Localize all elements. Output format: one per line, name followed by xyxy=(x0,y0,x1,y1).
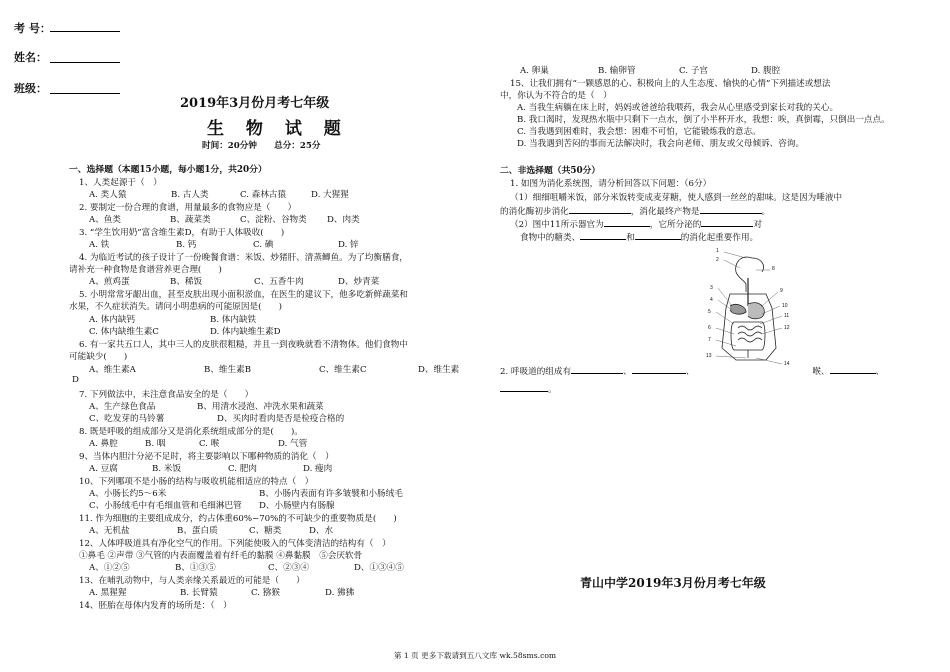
q4-option-b[interactable]: B、稀饭 xyxy=(170,277,203,287)
q3-option-b[interactable]: B. 钙 xyxy=(176,240,197,250)
q6-option-d-tail: D xyxy=(72,375,79,385)
class-label: 班级： xyxy=(14,82,47,95)
q5-option-b[interactable]: B. 体内缺铁 xyxy=(210,315,257,325)
q13-option-b[interactable]: B. 长臂猿 xyxy=(180,588,218,598)
q2-stem: 2. 要制定一份合理的食谱，用量最多的食物应是（ ） xyxy=(79,203,297,213)
q10-stem: 10、下列哪项不是小肠的结构与吸收机能相适应的特点（ ） xyxy=(79,477,314,487)
q6-option-d[interactable]: D、维生素 xyxy=(418,365,460,375)
q5-stem: 5. 小明常常牙龈出血，甚至皮肤出现小面积淤血，在医生的建议下，他多吃新鲜蔬菜和 xyxy=(79,290,408,300)
q1-option-a[interactable]: A. 类人猿 xyxy=(89,190,127,200)
name-label: 姓名： xyxy=(14,51,47,64)
fig-label-5: 5 xyxy=(708,309,711,315)
q17-end: 。 xyxy=(548,385,557,395)
q14-option-a[interactable]: A. 卵巢 xyxy=(520,66,549,76)
q12-stem-cont: ①鼻毛 ②声带 ③气管的内表面覆盖着有纤毛的黏膜 ④鼻黏膜 ⑤会厌软骨 xyxy=(79,551,363,561)
q13-option-d[interactable]: D. 狒狒 xyxy=(325,588,355,598)
fig-label-7: 7 xyxy=(708,337,711,343)
q17-blank-1[interactable] xyxy=(571,364,623,374)
q4-option-a[interactable]: A、煎鸡蛋 xyxy=(89,277,130,287)
fig-label-8: 8 xyxy=(772,266,775,272)
q6-option-b[interactable]: B、维生素B xyxy=(204,365,252,375)
q17-text-b: 喉、 xyxy=(812,367,830,377)
q7-option-b[interactable]: B、用清水浸泡、冲洗水果和蔬菜 xyxy=(197,402,324,412)
q17-line2 xyxy=(500,382,557,395)
exam-no-line[interactable] xyxy=(50,31,120,32)
q9-stem: 9、当体内胆汁分泌不足时，将主要影响以下哪种物质的消化（ ） xyxy=(79,452,334,462)
q10-option-d[interactable]: D、小肠壁内有肠腺 xyxy=(259,501,335,511)
q17-line1 xyxy=(500,364,884,377)
q15-option-c[interactable]: C. 当我遇到困难时，我会想：困难不可怕，它能锻炼我的意志。 xyxy=(517,127,761,137)
q8-option-a[interactable]: A. 鼻腔 xyxy=(89,439,118,449)
q12-stem: 12、人体呼吸道具有净化空气的作用。下列能使吸入的气体变清洁的结构有（ ） xyxy=(79,539,391,549)
q5-option-c[interactable]: C. 体内缺维生素C xyxy=(89,327,159,337)
q11-stem: 11. 作为细胞的主要组成成分，约占体重60%~70%的不可缺少的重要物质是( ) xyxy=(79,514,397,524)
q5-stem-cont: 水果，不久症状消失。请问小明患病的可能原因是( ) xyxy=(69,302,282,312)
fig-label-3: 3 xyxy=(710,285,713,291)
q4-stem-cont: 请补充一种食物是食谱营养更合理( ) xyxy=(69,265,222,275)
q11-option-c[interactable]: C、糖类 xyxy=(249,526,282,536)
q15-option-b[interactable]: B. 我口渴时，发现热水瓶中只剩下一点水，倒了小半杯开水，我想：唉，真倒霉，只倒出一点点。 xyxy=(517,115,890,125)
q11-option-d[interactable]: D、水 xyxy=(309,526,334,536)
q17-blank-2[interactable] xyxy=(632,364,686,374)
q13-stem: 13、在哺乳动物中，与人类亲缘关系最近的可能是（ ） xyxy=(79,576,305,586)
q7-option-d[interactable]: D、买肉时看肉是否是检疫合格的 xyxy=(217,414,345,424)
q16-stem: 1. 如图为消化系统图，请分析回答以下问题：（6分） xyxy=(510,179,712,189)
q8-option-b[interactable]: B. 咽 xyxy=(145,439,166,449)
q4-option-d[interactable]: D、炒青菜 xyxy=(338,277,380,287)
q9-option-a[interactable]: A. 豆腐 xyxy=(89,464,118,474)
q15-option-a[interactable]: A. 当我生病躺在床上时，妈妈或爸爸给我喂药，我会从心里感受到家长对我的关心。 xyxy=(517,103,839,113)
fig-label-2: 2 xyxy=(716,257,719,263)
fig-label-13: 13 xyxy=(706,353,712,359)
q15-stem-cont: 中，你认为不符合的是（ ） xyxy=(500,91,612,101)
q17-sep-1: 、 xyxy=(623,367,632,377)
q16-part2-line1 xyxy=(510,217,762,230)
q12-option-a[interactable]: A、①②⑤ xyxy=(89,563,130,573)
q2-option-a[interactable]: A、鱼类 xyxy=(89,215,121,225)
digestive-system-figure xyxy=(700,248,800,368)
class-line[interactable] xyxy=(50,93,120,94)
q7-option-a[interactable]: A、生产绿色食品 xyxy=(89,402,156,412)
fig-label-10: 10 xyxy=(782,303,788,309)
q16-blank-2[interactable] xyxy=(700,204,762,214)
q8-option-d[interactable]: D. 气管 xyxy=(278,439,308,449)
fig-label-4: 4 xyxy=(710,297,713,303)
q16-part1-text-c: ，消化最终产物是 xyxy=(630,207,700,217)
q14-option-d[interactable]: D. 腹腔 xyxy=(751,66,781,76)
fig-label-9: 9 xyxy=(780,288,783,294)
q16-part2-text-d: 食物中的糖类、 xyxy=(520,233,581,243)
q16-part2-text-a: （2）图中11所示器官为 xyxy=(510,220,604,230)
q16-blank-5[interactable] xyxy=(580,230,626,240)
q13-option-a[interactable]: A. 黑猩猩 xyxy=(89,588,127,598)
time-info: 时间：20分钟 总分：25分 xyxy=(202,141,321,151)
fig-label-1: 1 xyxy=(716,248,719,254)
fig-label-14: 14 xyxy=(784,361,790,367)
q9-option-c[interactable]: C. 肥肉 xyxy=(228,464,257,474)
exam-no-label: 考 号： xyxy=(14,22,51,35)
q6-option-a[interactable]: A、维生素A xyxy=(89,365,136,375)
q16-blank-6[interactable] xyxy=(635,230,681,240)
q16-part1-line2 xyxy=(500,204,770,217)
small-intestine xyxy=(738,326,762,342)
q16-part1-text: （1）细细咀嚼米饭，部分米饭转变成麦芽糖，使人感到一丝丝的甜味。这是因为唾液中 xyxy=(510,193,843,203)
q16-part1-text-b: 的消化酶初步消化 xyxy=(500,207,569,217)
q5-option-d[interactable]: D. 体内缺维生素D xyxy=(210,327,281,337)
q11-option-a[interactable]: A、无机盐 xyxy=(89,526,130,536)
q9-option-d[interactable]: D. 瘦肉 xyxy=(303,464,333,474)
q10-option-a[interactable]: A、小肠长约5～6米 xyxy=(89,489,167,499)
q16-part2-text-e: 和 xyxy=(626,233,635,243)
q6-stem-cont: 可能缺少( ) xyxy=(69,352,128,362)
stomach xyxy=(748,303,764,319)
name-line[interactable] xyxy=(50,62,120,63)
q12-option-b[interactable]: B、①③⑤ xyxy=(175,563,216,573)
q3-option-a[interactable]: A. 铁 xyxy=(89,240,110,250)
q13-option-c[interactable]: C. 猕猴 xyxy=(251,588,280,598)
q14-option-b[interactable]: B. 输卵管 xyxy=(598,66,636,76)
q12-option-c[interactable]: C、②③④ xyxy=(268,563,309,573)
q15-stem: 15、让我们拥有“一颗感恩的心、积极向上的人生态度、愉快的心情”下列描述或想法 xyxy=(510,79,831,89)
q14-stem: 14、胚胎在母体内发育的场所是：（ ） xyxy=(79,601,232,611)
q11-option-b[interactable]: B、蛋白质 xyxy=(177,526,218,536)
section2-heading: 二、非选择题（共50分） xyxy=(500,166,601,176)
q16-part2-line2 xyxy=(520,230,758,243)
q16-part2-text-c: 对 xyxy=(753,220,762,230)
q16-part2-text-b: ，它所分泌的 xyxy=(649,220,702,230)
fig-label-11: 11 xyxy=(784,313,790,319)
q3-stem: 3. “学生饮用奶”富含维生素D，有助于人体吸收( ) xyxy=(79,228,285,238)
q1-option-b[interactable]: B. 古人类 xyxy=(171,190,209,200)
q12-option-d[interactable]: D、①③④⑤ xyxy=(354,563,404,573)
q16-blank-4[interactable] xyxy=(701,217,753,227)
q2-option-b[interactable]: B、蔬菜类 xyxy=(170,215,211,225)
q6-option-c[interactable]: C、维生素C xyxy=(319,365,367,375)
q3-option-c[interactable]: C. 碘 xyxy=(253,240,274,250)
q3-option-d[interactable]: D. 锌 xyxy=(338,240,359,250)
q1-option-d[interactable]: D. 大猩猩 xyxy=(311,190,349,200)
q2-option-d[interactable]: D、肉类 xyxy=(327,215,360,225)
q10-option-b[interactable]: B、小肠内表面有许多皱襞和小肠绒毛 xyxy=(259,489,403,499)
exam-title: 2019年3月份月考七年级 xyxy=(180,96,330,111)
q1-option-c[interactable]: C. 森林古猿 xyxy=(240,190,287,200)
fig-label-12: 12 xyxy=(784,325,790,331)
q17-sep-2: 、 xyxy=(685,367,695,377)
q16-blank-1[interactable] xyxy=(569,204,631,214)
subject-title: 生 物 试 题 xyxy=(207,119,349,139)
q15-option-d[interactable]: D. 当我遇到苦闷的事而无法解决时，我会向老师、朋友或父母倾诉、咨询。 xyxy=(517,139,805,149)
q16-blank-3[interactable] xyxy=(604,217,650,227)
q4-stem: 4. 为临近考试的孩子设计了一份晚餐食谱：米饭、炒猪肝、清蒸鲫鱼。为了均衡膳食， xyxy=(79,253,408,263)
q4-option-c[interactable]: C、五香牛肉 xyxy=(254,277,304,287)
q5-option-a[interactable]: A. 体内缺钙 xyxy=(89,315,136,325)
q9-option-b[interactable]: B. 米饭 xyxy=(152,464,181,474)
section1-heading: 一、选择题（本题15小题，每小题1分，共20分） xyxy=(69,165,267,175)
page-footer: 第 1 页 更多下载请到五八文库 wk.58sms.com xyxy=(393,651,557,660)
liver xyxy=(730,304,746,314)
q7-option-c[interactable]: C、吃发芽的马铃薯 xyxy=(89,414,165,424)
q17-text-a: 2. 呼吸道的组成有 xyxy=(500,367,572,377)
q1-stem: 1、人类起源于（ ） xyxy=(79,178,162,188)
q16-part1-text-d: 。 xyxy=(761,207,771,217)
q6-stem: 6. 有一家共五口人，其中三人的皮肤很粗糙，并且一到夜晚就看不清物体。他们食物中 xyxy=(79,340,408,350)
q8-stem: 8. 既是呼吸的组成部分又是消化系统组成部分的是( )。 xyxy=(79,427,303,437)
q2-option-c[interactable]: C、淀粉、谷物类 xyxy=(240,215,307,225)
q10-option-c[interactable]: C、小肠绒毛中有毛细血管和毛细淋巴管 xyxy=(89,501,242,511)
q14-option-c[interactable]: C. 子宫 xyxy=(679,66,708,76)
head-outline xyxy=(736,257,752,292)
q17-blank-3[interactable] xyxy=(830,364,876,374)
q16-part2-text-f: 的消化起重要作用。 xyxy=(680,233,759,243)
q8-option-c[interactable]: C. 喉 xyxy=(199,439,220,449)
q17-sep-3: 、 xyxy=(875,367,885,377)
school-title: 青山中学2019年3月份月考七年级 xyxy=(580,576,766,590)
q17-blank-4[interactable] xyxy=(500,382,548,392)
q7-stem: 7. 下列做法中，未注意食品安全的是（ ） xyxy=(79,390,254,400)
fig-label-6: 6 xyxy=(708,325,711,331)
